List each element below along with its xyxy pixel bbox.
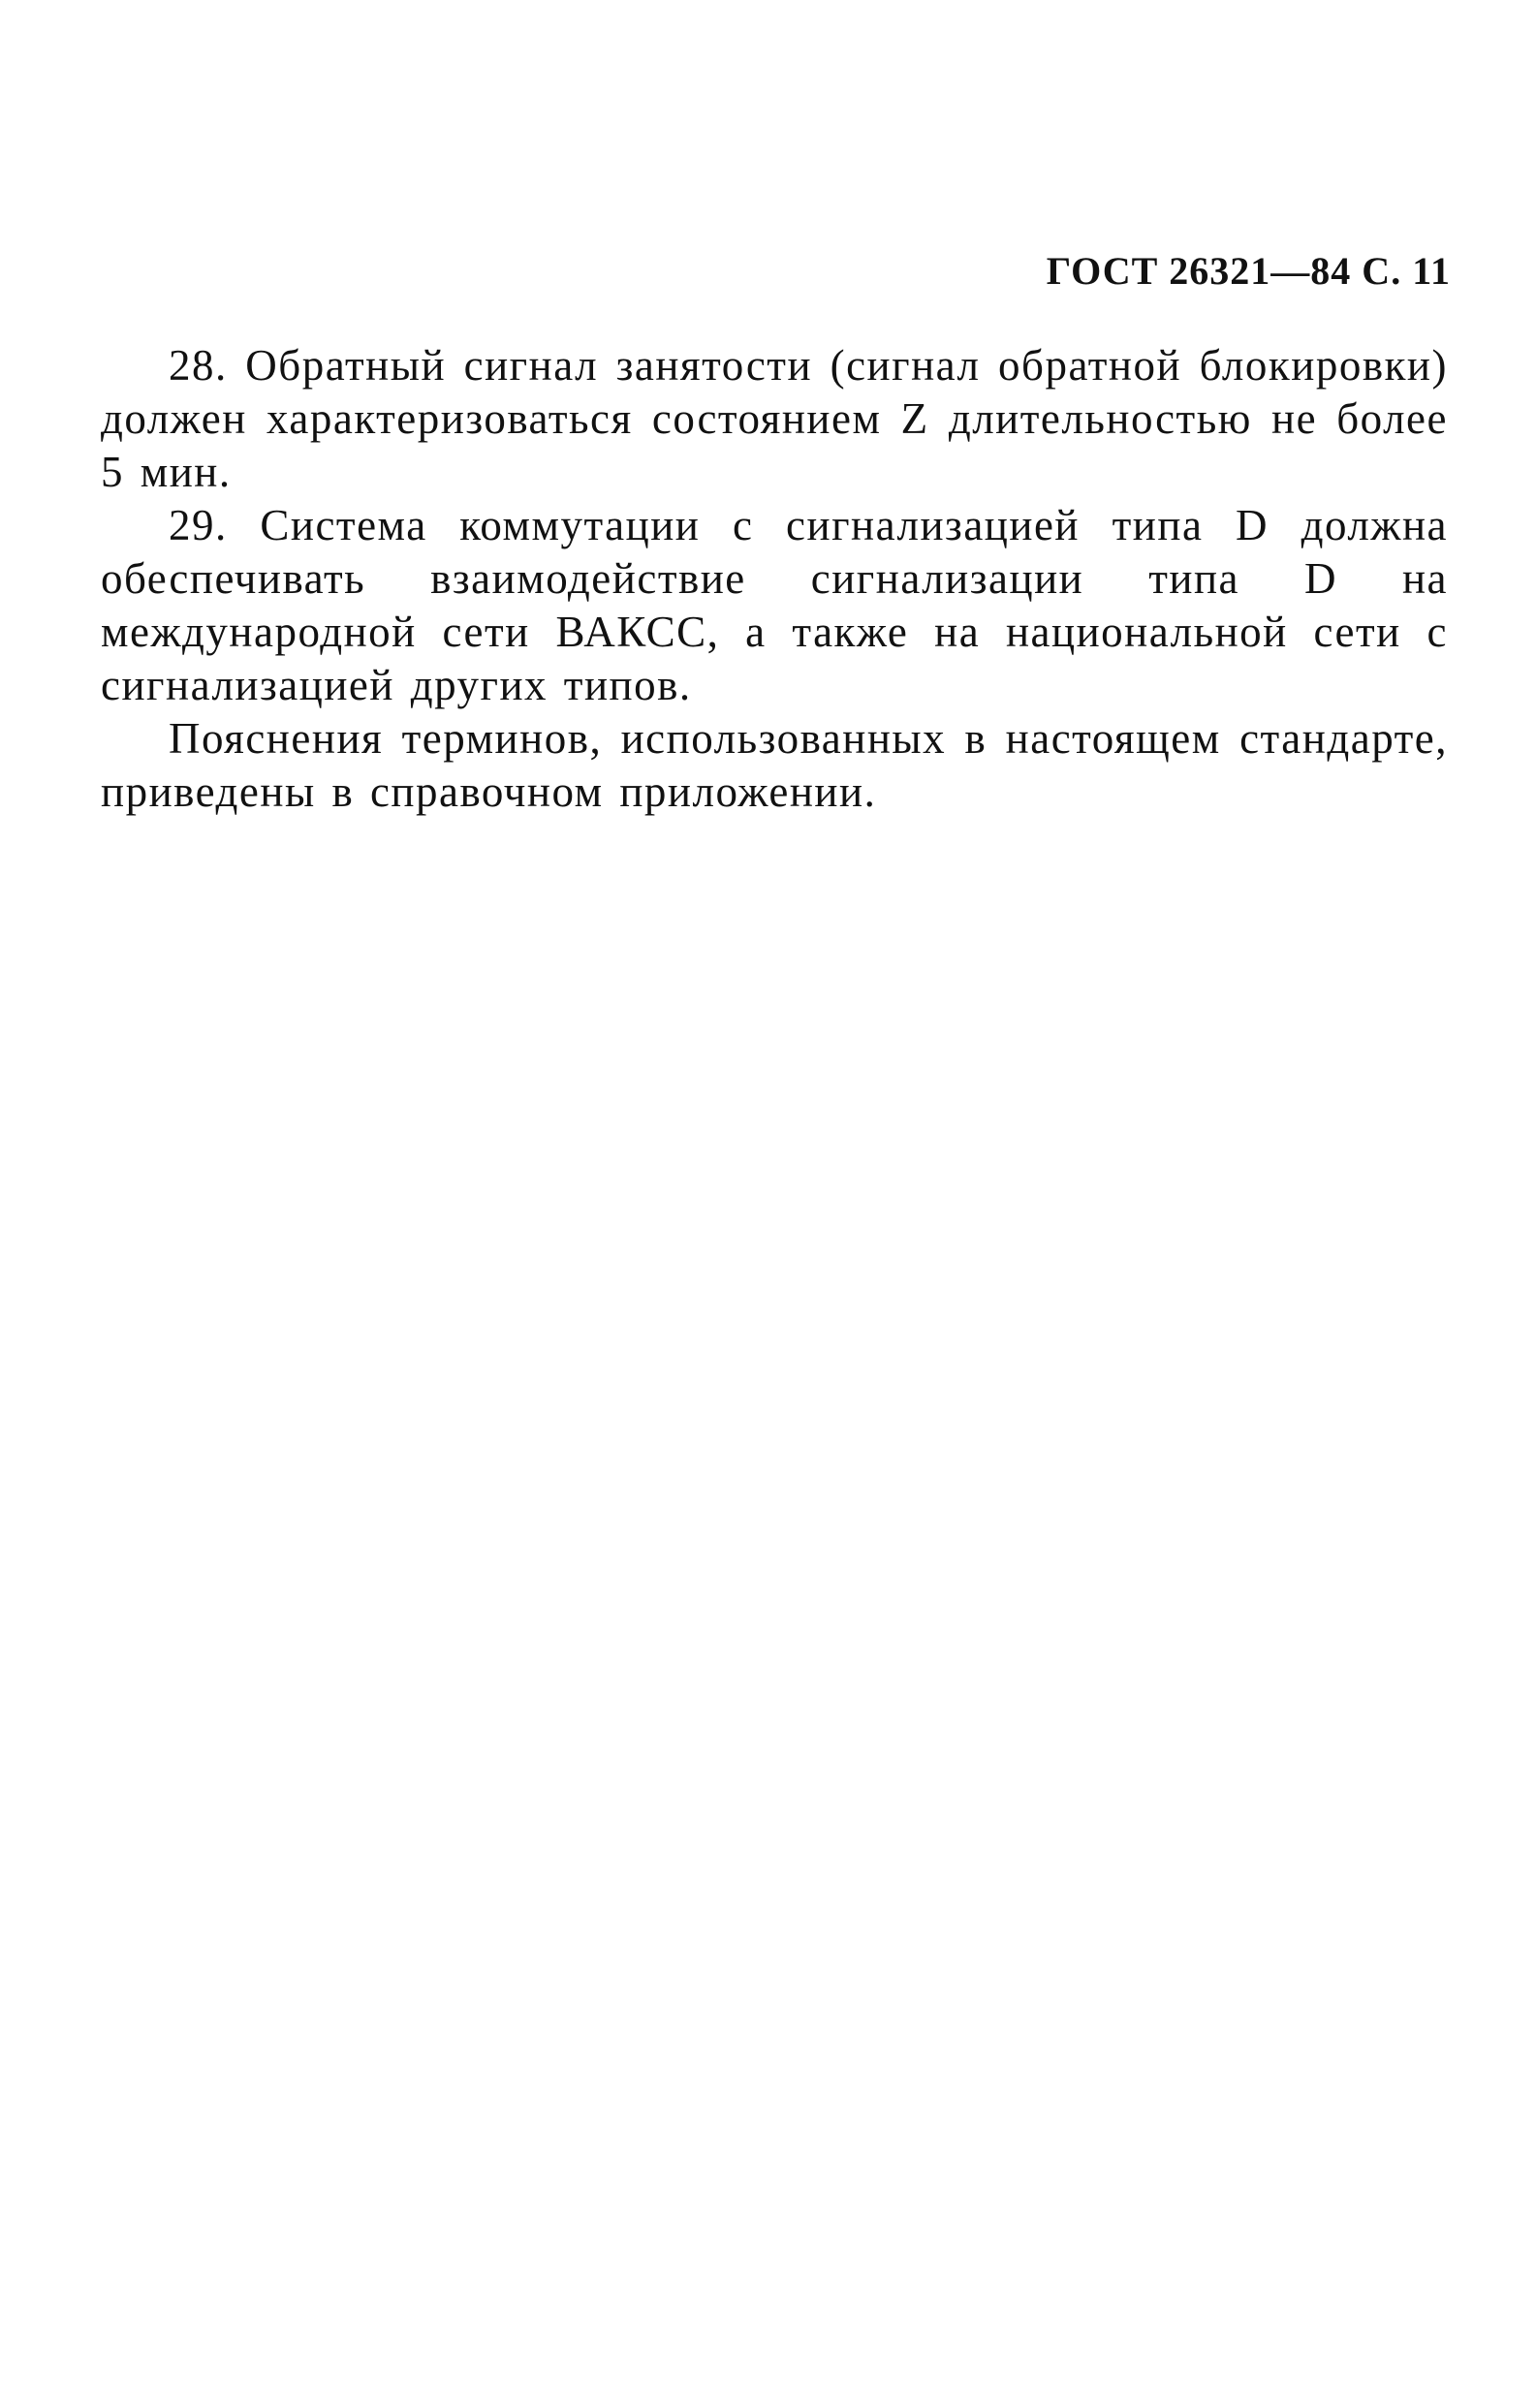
paragraph-29: 29. Система коммутации с сигнализацией типа D должна обеспечивать взаимодействие сигнализации типа D на международной сети ВАКСС, а также на национальной сети с сигнализацией других типов. [101,501,1448,709]
paragraph-28: 28. Обратный сигнал занятости (сигнал обратной блокировки) должен характеризоваться состоянием Z длительностью не более 5 мин. [101,341,1448,496]
page-header: ГОСТ 26321—84 С. 11 [1046,249,1451,293]
document-body [101,339,1448,819]
paragraph-terms-note: Пояснения терминов, использованных в настоящем стандарте, приведены в справочном приложении. [101,714,1448,816]
